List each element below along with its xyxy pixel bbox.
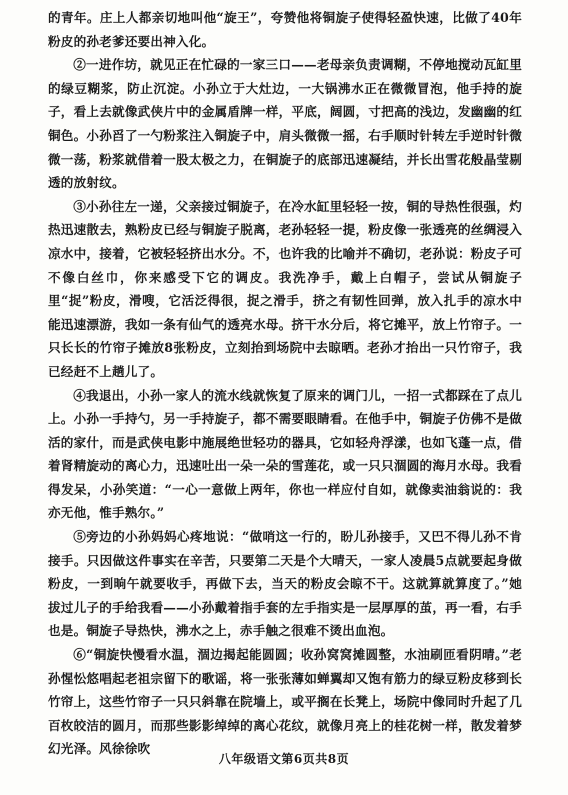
paragraph-5: ⑤旁边的小孙妈妈心疼地说：“做哨这一行的，盼儿孙接手，又巴不得儿孙不肯接手。只因做这件事实在辛苦，只要第二天是个大晴天，一家人凌晨5点就要起身做粉皮，一到晌午就要收手，再做下去，当天的粉皮会晾不干。这就算就算度了。”她拔过儿子的手给我看——小孙戴着指手套的左手指实是一层厚厚的茧，再一看，右手也是。铜旋子导热快，沸水之上，赤手触之很难不烫出血泡。 bbox=[48, 529, 522, 639]
paragraph-3: ③小孙往左一递，父亲接过铜旋子，在冷水缸里轻轻一按，铜的导热性很强，灼热迅速散去，熟粉皮已经与铜旋子脱离，老孙轻轻一提，粉皮像一张透亮的丝绸浸入凉水中，接着，它被轻轻挤出水分。不，也许我的比喻并不确切，老孙说：粉皮子可不像白丝巾，你来感受下它的调皮。我洗净手，戴上白帽子，尝试从铜旋子里“捉”粉皮，滑嗖，它活泛得很，捉之滑手，挤之有韧性回弹，放入扎手的凉水中能迅速漂游，我如一条有仙气的透亮水母。挤干水分后，将它摊平，放上竹帘子。一只长长的竹帘子摊放8张粉皮，立刻抬到场院中去晾晒。老孙才抬出一只竹帘子，我已经赶不上趟儿了。 bbox=[48, 198, 522, 379]
paragraph-6: ⑥“铜旋快慢看水温，涸边揭起能圆圆；收孙窝窝摊圆整，水油刷匝看阴晴。”老孙惺忪悠唱起老祖宗留下的歌谣，将一张张薄如蝉翼却又饱有筋力的绿豆粉皮移到长竹帘上，这些竹帘子一只只斜靠在院墙上，或平搁在长凳上，场院中像同时升起了几百枚皎洁的圆月，而那些影影绰绰的离心花纹，就像月亮上的桂花树一样，散发着梦幻光泽。风徐徐吹 bbox=[48, 647, 522, 757]
paragraph-1: 的青年。庄上人都亲切地叫他“旋王”，夸赞他将铜旋子使得轻盈快速，比做了40年粉皮的孙老爹还要出神入化。 bbox=[48, 10, 522, 49]
paragraph-4: ④我退出，小孙一家人的流水线就恢复了原来的调门儿，一招一式都踩在了点儿上。小孙一手持勺，另一手持旋子，都不需要眼睛看。在他手中，铜旋子仿佛不是做活的家什，而是武侠电影中施展绝世轻功的器具，它如轻舟浮漾，也如飞蓬一点，借着肾精旋动的离心力，迅速吐出一朵一朵的雪莲花，或一只只涸圆的海月水母。我看得发呆，小孙笑道：“一心一意做上两年，你也一样应付自如，就像卖油翁说的：我亦无他，惟手熟尔。” bbox=[48, 387, 522, 521]
paragraph-2: ②一进作坊，就见正在忙碌的一家三口——老母亲负责调糊，不停地搅动瓦缸里的绿豆糊浆，防止沉淀。小孙立于大灶边，一大锅沸水正在微微冒泡，他手持的旋子，看上去就像武侠片中的金属盾牌一样，平底，阔圆，寸把高的浅边，发幽幽的红铜色。小孙舀了一勺粉浆注入铜旋子中，肩头微微一摇，右手顺时针转左手逆时针微微一荡，粉浆就借着一股太极之力，在铜旋子的底部迅速凝结，并长出雪花般晶莹剔透的放射纹。 bbox=[48, 57, 522, 191]
page-footer: 八年级语文第6页共8页 bbox=[218, 752, 350, 766]
